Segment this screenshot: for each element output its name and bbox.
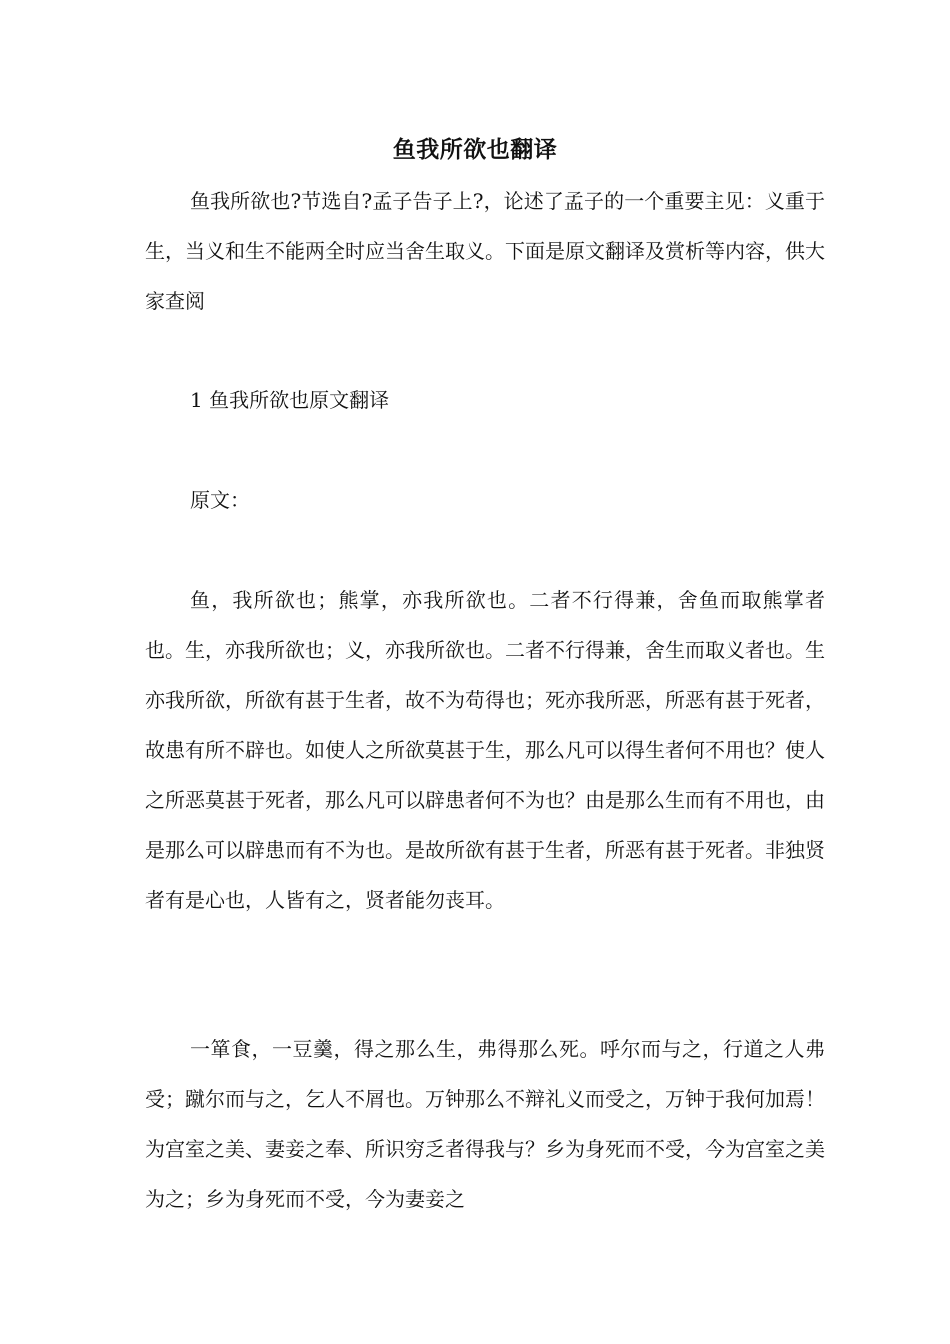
original-text-label: 原文： — [190, 488, 250, 512]
intro-paragraph: 鱼我所欲也?节选自?孟子告子上?，论述了孟子的一个重要主见：义重于生，当义和生不能两全时应当舍生取义。下面是原文翻译及赏析等内容，供大家查阅 — [145, 189, 825, 313]
original-text-paragraph-1: 鱼，我所欲也；熊掌，亦我所欲也。二者不行得兼，舍鱼而取熊掌者也。生，亦我所欲也；义，亦我所欲也。二者不行得兼，舍生而取义者也。生亦我所欲，所欲有甚于生者，故不为苟得也；死亦我所恶，所恶有甚于死者，故患有所不辟也。如使人之所欲莫甚于生，那么凡可以得生者何不用也？使人之所恶莫甚于死者，那么凡可以辟患者何不为也？由是那么生而有不用也，由是那么可以辟患而有不为也。是故所欲有甚于生者，所恶有甚于死者。非独贤者有是心也，人皆有之，贤者能勿丧耳。 — [145, 588, 825, 912]
section-heading: 1 鱼我所欲也原文翻译 — [190, 388, 390, 412]
original-text-paragraph-2: 一箪食，一豆羹，得之那么生，弗得那么死。呼尔而与之，行道之人弗受；蹴尔而与之，乞人不屑也。万钟那么不辩礼义而受之，万钟于我何加焉！为宫室之美、妻妾之奉、所识穷乏者得我与？乡为身死而不受，今为宫室之美为之；乡为身死而不受，今为妻妾之 — [145, 1037, 825, 1211]
document-title: 鱼我所欲也翻译 — [392, 136, 558, 163]
